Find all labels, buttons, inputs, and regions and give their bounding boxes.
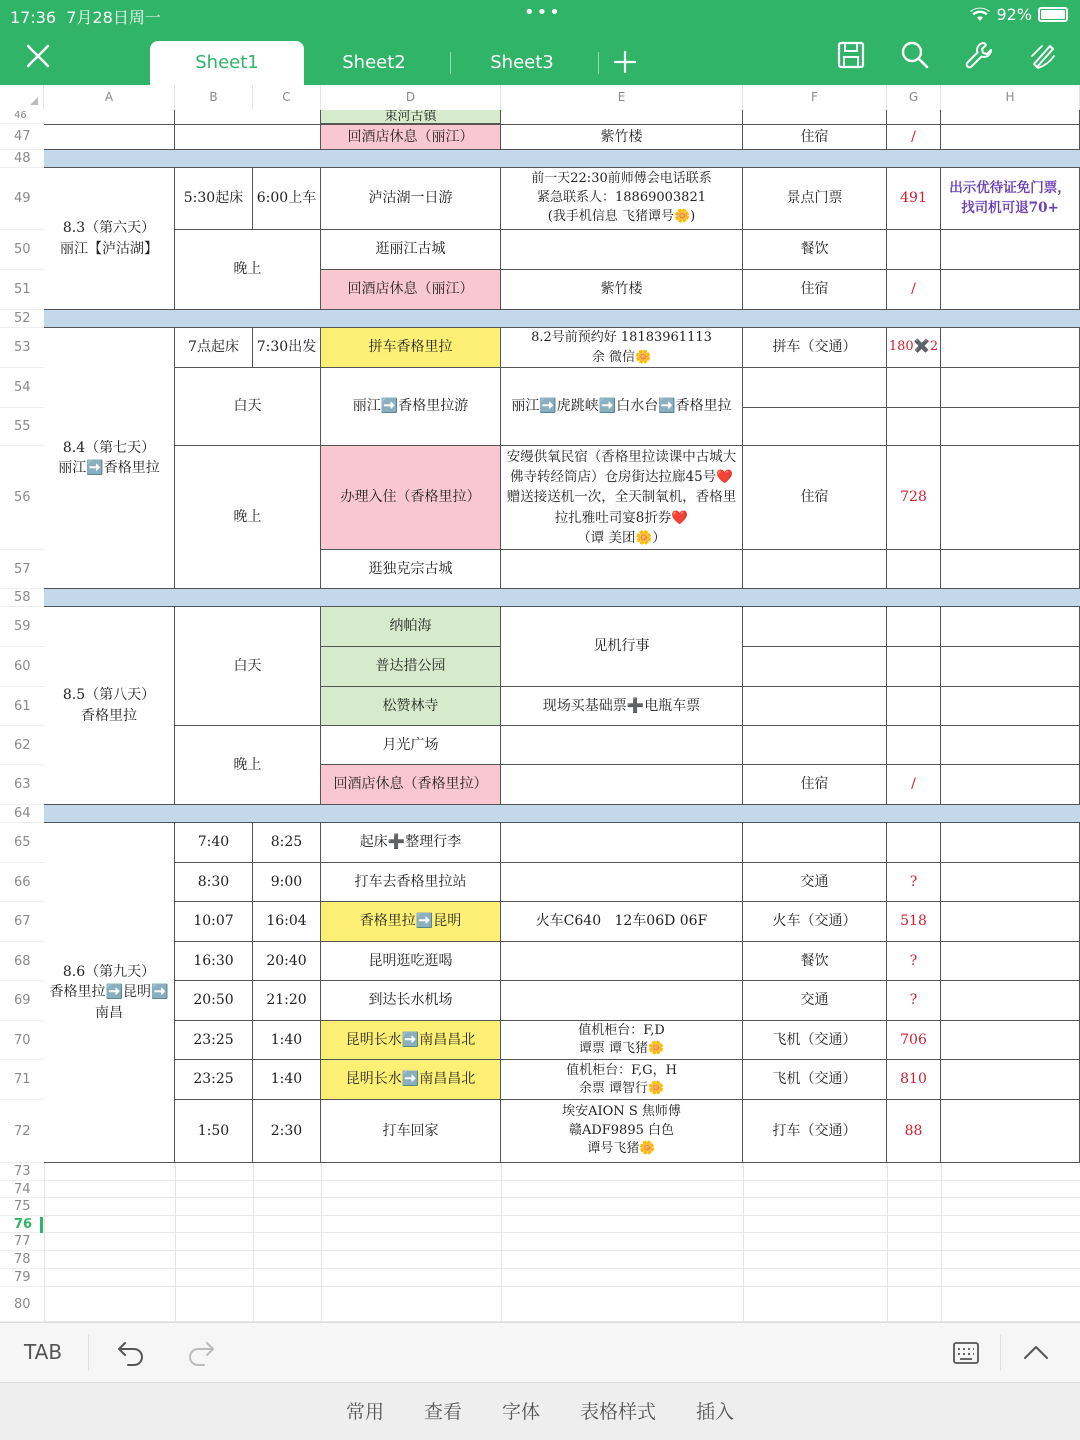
cell-g50[interactable] [887,230,941,270]
cell-g63[interactable]: / [887,765,941,805]
cell-g69[interactable]: ? [887,981,941,1021]
cell-f60[interactable] [743,647,887,687]
empty-row[interactable] [44,1251,1080,1269]
cell-f49[interactable]: 景点门票 [743,168,887,230]
cell-b68[interactable]: 16:30 [175,942,253,981]
cell-a65[interactable]: 8.6（第九天） 香格里拉➡️昆明➡️南昌 [44,823,175,1163]
wifi-icon [970,7,990,22]
cell-d51[interactable]: 回酒店休息（丽江） [321,270,501,310]
cell-g47[interactable]: / [887,124,941,150]
row-header[interactable]: 48 [0,150,44,168]
cell-e51[interactable]: 紫竹楼 [501,270,743,310]
cell-d71[interactable]: 昆明长水➡️南昌昌北 [321,1060,501,1100]
cell-e72[interactable]: 埃安AION S 焦师傅 赣ADF9895 白色 谭号飞猪🌼 [501,1100,743,1163]
cell-d47[interactable]: 回酒店休息（丽江） [321,124,501,150]
row-header-selected[interactable]: 76 [0,1216,44,1233]
row-header[interactable]: 65 [0,823,44,863]
cell-e49[interactable]: 前一天22:30前师傅会电话联系 紧急联系人：18869003821 (我手机信息 飞猪谭号🌼) [501,168,743,230]
cell-d63[interactable]: 回酒店休息（香格里拉） [321,765,501,805]
cell-h59[interactable] [941,607,1080,647]
cell-g53[interactable]: 180✖️2 [887,328,941,368]
cell-f61[interactable] [743,687,887,726]
cell-b67[interactable]: 10:07 [175,902,253,942]
cell-f54[interactable] [743,368,887,408]
column-header-c[interactable]: C [253,85,321,110]
row-header[interactable]: 58 [0,589,44,607]
wrench-icon[interactable] [964,40,994,70]
cell-bc46[interactable] [175,110,321,124]
cell-h60[interactable] [941,647,1080,687]
cell-bc47[interactable] [175,124,321,150]
row-header[interactable]: 59 [0,607,44,647]
cell-h50[interactable] [941,230,1080,270]
separator-row-58[interactable] [44,589,1080,607]
separator-row-48[interactable] [44,150,1080,168]
separator-row-52[interactable] [44,310,1080,328]
cell-f51[interactable]: 住宿 [743,270,887,310]
cell-c68[interactable]: 20:40 [253,942,321,981]
row-header[interactable]: 77 [0,1233,44,1251]
status-bar [0,0,1080,30]
cell-e46[interactable] [501,110,743,124]
cell-f62[interactable] [743,726,887,765]
cell-d67[interactable]: 香格里拉➡️昆明 [321,902,501,942]
cell-e63[interactable] [501,765,743,805]
cell-f50[interactable]: 餐饮 [743,230,887,270]
row-header[interactable]: 73 [0,1163,44,1181]
cell-e70[interactable]: 值机柜台：F,D 谭票 谭飞猪🌼 [501,1021,743,1060]
row-header[interactable]: 49 [0,168,44,230]
menu-font[interactable]: 字体 [502,1401,541,1423]
cell-f57[interactable] [743,550,887,589]
cell-b62[interactable]: 晚上 [175,726,321,805]
cell-g62[interactable] [887,726,941,765]
column-header-d[interactable]: D [321,85,501,110]
cell-f71[interactable]: 飞机（交通） [743,1060,887,1100]
cell-h55[interactable] [941,408,1080,446]
empty-row[interactable] [44,1233,1080,1251]
cell-d65[interactable]: 起床➕整理行李 [321,823,501,863]
cell-h62[interactable] [941,726,1080,765]
cell-d61[interactable]: 松赞林寺 [321,687,501,726]
column-header-b[interactable]: B [175,85,253,110]
cell-h63[interactable] [941,765,1080,805]
cell-d60[interactable]: 普达措公园 [321,647,501,687]
empty-row[interactable] [44,1181,1080,1198]
cell-h67[interactable] [941,902,1080,942]
cell-g60[interactable] [887,647,941,687]
bottom-menu [0,1382,1080,1440]
cell-b71[interactable]: 23:25 [175,1060,253,1100]
row-header[interactable]: 62 [0,726,44,765]
separator-row-64[interactable] [44,805,1080,823]
cell-d53[interactable]: 拼车香格里拉 [321,328,501,368]
cell-d57[interactable]: 逛独克宗古城 [321,550,501,589]
column-header-f[interactable]: F [743,85,887,110]
cell-h65[interactable] [941,823,1080,863]
cell-e47[interactable]: 紫竹楼 [501,124,743,150]
spreadsheet-grid[interactable] [0,85,1080,1322]
cell-b56[interactable]: 晚上 [175,446,321,589]
status-time: 17:36 7月28日周一 [10,8,161,27]
cell-e62[interactable] [501,726,743,765]
cell-b49[interactable]: 5:30起床 [175,168,253,230]
multitask-dots-icon[interactable]: ••• [524,2,562,23]
cell-f55[interactable] [743,408,887,446]
cell-f67[interactable]: 火车（交通） [743,902,887,942]
row-header[interactable]: 50 [0,230,44,270]
cell-c53[interactable]: 7:30出发 [253,328,321,368]
cell-g54[interactable] [887,368,941,408]
cell-b54[interactable]: 白天 [175,368,321,446]
tab-key-button[interactable]: TAB [24,1340,63,1364]
cell-g71[interactable]: 810 [887,1060,941,1100]
row-header[interactable]: 57 [0,550,44,589]
cell-f72[interactable]: 打车（交通） [743,1100,887,1163]
active-row-marker [40,1217,43,1233]
cell-f70[interactable]: 飞机（交通） [743,1021,887,1060]
keyboard-icon[interactable] [952,1340,980,1366]
cell-a46[interactable] [44,110,175,124]
cell-f56[interactable]: 住宿 [743,446,887,550]
cell-g70[interactable]: 706 [887,1021,941,1060]
cell-h66[interactable] [941,863,1080,902]
edit-toolbar [0,1322,1080,1382]
row-header[interactable]: 55 [0,408,44,446]
cell-d72[interactable]: 打车回家 [321,1100,501,1163]
cell-g46[interactable] [887,110,941,124]
row-header[interactable]: 61 [0,687,44,726]
cell-b70[interactable]: 23:25 [175,1021,253,1060]
cell-h57[interactable] [941,550,1080,589]
row-header[interactable]: 68 [0,942,44,981]
row-header[interactable]: 52 [0,310,44,328]
cell-h54[interactable] [941,368,1080,408]
cell-a49[interactable]: 8.3（第六天） 丽江【泸沽湖】 [44,168,175,310]
row-header[interactable]: 47 [0,124,44,150]
cell-g67[interactable]: 518 [887,902,941,942]
row-header[interactable]: 51 [0,270,44,310]
cell-h70[interactable] [941,1021,1080,1060]
cell-e57[interactable] [501,550,743,589]
cell-e53[interactable]: 8.2号前预约好 18183961113 余 微信🌼 [501,328,743,368]
cell-h53[interactable] [941,328,1080,368]
cell-b66[interactable]: 8:30 [175,863,253,902]
search-icon[interactable] [900,40,930,70]
cell-d66[interactable]: 打车去香格里拉站 [321,863,501,902]
cell-c67[interactable]: 16:04 [253,902,321,942]
tab-sheet1[interactable]: Sheet1 [150,41,304,85]
cell-g49[interactable]: 491 [887,168,941,230]
cell-d56[interactable]: 办理入住（香格里拉） [321,446,501,550]
cell-f66[interactable]: 交通 [743,863,887,902]
cell-g61[interactable] [887,687,941,726]
row-header[interactable]: 75 [0,1198,44,1216]
column-header-h[interactable]: H [941,85,1080,110]
cell-b69[interactable]: 20:50 [175,981,253,1021]
cell-a59[interactable]: 8.5（第八天） 香格里拉 [44,607,175,805]
column-header-e[interactable]: E [501,85,743,110]
tab-sheet2[interactable]: Sheet2 [342,52,406,73]
cell-h61[interactable] [941,687,1080,726]
cell-g56[interactable]: 728 [887,446,941,550]
cell-h72[interactable] [941,1100,1080,1163]
cell-e67[interactable]: 火车C640 12车06D 06F [501,902,743,942]
cell-e65[interactable] [501,823,743,863]
pen-draw-icon[interactable] [1028,40,1058,70]
cell-b53[interactable]: 7点起床 [175,328,253,368]
add-sheet-icon[interactable] [610,47,640,77]
menu-view[interactable]: 查看 [424,1401,463,1423]
cell-c65[interactable]: 8:25 [253,823,321,863]
column-header-g[interactable]: G [887,85,941,110]
cell-d70[interactable]: 昆明长水➡️南昌昌北 [321,1021,501,1060]
cell-e68[interactable] [501,942,743,981]
menu-table-style[interactable]: 表格样式 [580,1401,657,1423]
cell-h56[interactable] [941,446,1080,550]
cell-g68[interactable]: ? [887,942,941,981]
cell-b65[interactable]: 7:40 [175,823,253,863]
cell-h49[interactable]: 出示优待证免门票，找司机可退70+ [941,168,1080,230]
battery-icon [1038,7,1068,22]
row-header[interactable]: 71 [0,1060,44,1100]
cell-h47[interactable] [941,124,1080,150]
cell-b59[interactable]: 白天 [175,607,321,726]
cell-e56[interactable]: 安缦供氧民宿（香格里拉读课中古城大佛寺转经筒店）仓房街达拉廊45号❤️赠送接送机一次，全天制氧机，香格里拉扎雅吐司宴8折券❤️ （谭 美团🌼） [501,446,743,550]
cell-c72[interactable]: 2:30 [253,1100,321,1163]
cell-e71[interactable]: 值机柜台：F,G，H 余票 谭智行🌼 [501,1060,743,1100]
row-header[interactable]: 72 [0,1100,44,1163]
cell-a47[interactable] [44,124,175,150]
close-icon[interactable] [22,40,54,72]
cell-f59[interactable] [743,607,887,647]
cell-e69[interactable] [501,981,743,1021]
cell-h46[interactable] [941,110,1080,124]
row-header[interactable]: 56 [0,446,44,550]
cell-c49[interactable]: 6:00上车 [253,168,321,230]
row-header[interactable]: 53 [0,328,44,368]
cell-f68[interactable]: 餐饮 [743,942,887,981]
cell-c71[interactable]: 1:40 [253,1060,321,1100]
cell-f53[interactable]: 拼车（交通） [743,328,887,368]
cell-g51[interactable]: / [887,270,941,310]
cell-h68[interactable] [941,942,1080,981]
cell-d59[interactable]: 纳帕海 [321,607,501,647]
row-header[interactable]: 70 [0,1021,44,1060]
row-header[interactable]: 80 [0,1287,44,1322]
battery-percent: 92% [996,5,1032,24]
cell-g57[interactable] [887,550,941,589]
row-header[interactable]: 69 [0,981,44,1021]
cell-c69[interactable]: 21:20 [253,981,321,1021]
row-header[interactable]: 79 [0,1269,44,1287]
row-header[interactable]: 54 [0,368,44,408]
row-header[interactable]: 74 [0,1181,44,1198]
select-all-corner[interactable] [0,85,44,110]
cell-d68[interactable]: 昆明逛吃逛喝 [321,942,501,981]
cell-d69[interactable]: 到达长水机场 [321,981,501,1021]
row-header[interactable]: 63 [0,765,44,805]
chevron-up-icon[interactable] [1022,1341,1050,1365]
row-header[interactable]: 64 [0,805,44,823]
redo-icon[interactable] [186,1339,216,1367]
cell-e66[interactable] [501,863,743,902]
cell-e50[interactable] [501,230,743,270]
cell-g55[interactable] [887,408,941,446]
cell-d46[interactable]: 束河古镇 [321,110,501,124]
row-header[interactable]: 60 [0,647,44,687]
empty-row[interactable] [44,1163,1080,1181]
cell-g59[interactable] [887,607,941,647]
cell-g66[interactable]: ? [887,863,941,902]
cell-e59[interactable]: 见机行事 [501,607,743,687]
cell-f69[interactable]: 交通 [743,981,887,1021]
menu-common[interactable]: 常用 [346,1401,385,1423]
row-header[interactable]: 67 [0,902,44,942]
empty-row[interactable] [44,1216,1080,1233]
cell-h69[interactable] [941,981,1080,1021]
cell-f65[interactable] [743,823,887,863]
cell-h71[interactable] [941,1060,1080,1100]
row-header[interactable]: 66 [0,863,44,902]
cell-c66[interactable]: 9:00 [253,863,321,902]
empty-row[interactable] [44,1198,1080,1216]
cell-e54[interactable]: 丽江➡️虎跳峡➡️白水台➡️香格里拉 [501,368,743,446]
cell-f47[interactable]: 住宿 [743,124,887,150]
cell-d54[interactable]: 丽江➡️香格里拉游 [321,368,501,446]
cell-a53[interactable]: 8.4（第七天） 丽江➡️香格里拉 [44,328,175,589]
cell-d50[interactable]: 逛丽江古城 [321,230,501,270]
save-icon[interactable] [836,40,866,70]
row-header[interactable]: 46 [0,110,44,124]
column-header-a[interactable]: A [44,85,175,110]
cell-e61[interactable]: 现场买基础票➕电瓶车票 [501,687,743,726]
cell-f46[interactable] [743,110,887,124]
menu-insert[interactable]: 插入 [696,1401,735,1423]
empty-row[interactable] [44,1287,1080,1322]
cell-d62[interactable]: 月光广场 [321,726,501,765]
cell-f63[interactable]: 住宿 [743,765,887,805]
cell-g72[interactable]: 88 [887,1100,941,1163]
app-toolbar [0,30,1080,85]
cell-h51[interactable] [941,270,1080,310]
tab-sheet3[interactable]: Sheet3 [490,52,554,73]
undo-icon[interactable] [116,1339,146,1367]
empty-row[interactable] [44,1269,1080,1287]
cell-d49[interactable]: 泸沽湖一日游 [321,168,501,230]
cell-b72[interactable]: 1:50 [175,1100,253,1163]
cell-b50[interactable]: 晚上 [175,230,321,310]
row-header[interactable]: 78 [0,1251,44,1269]
cell-g65[interactable] [887,823,941,863]
cell-c70[interactable]: 1:40 [253,1021,321,1060]
